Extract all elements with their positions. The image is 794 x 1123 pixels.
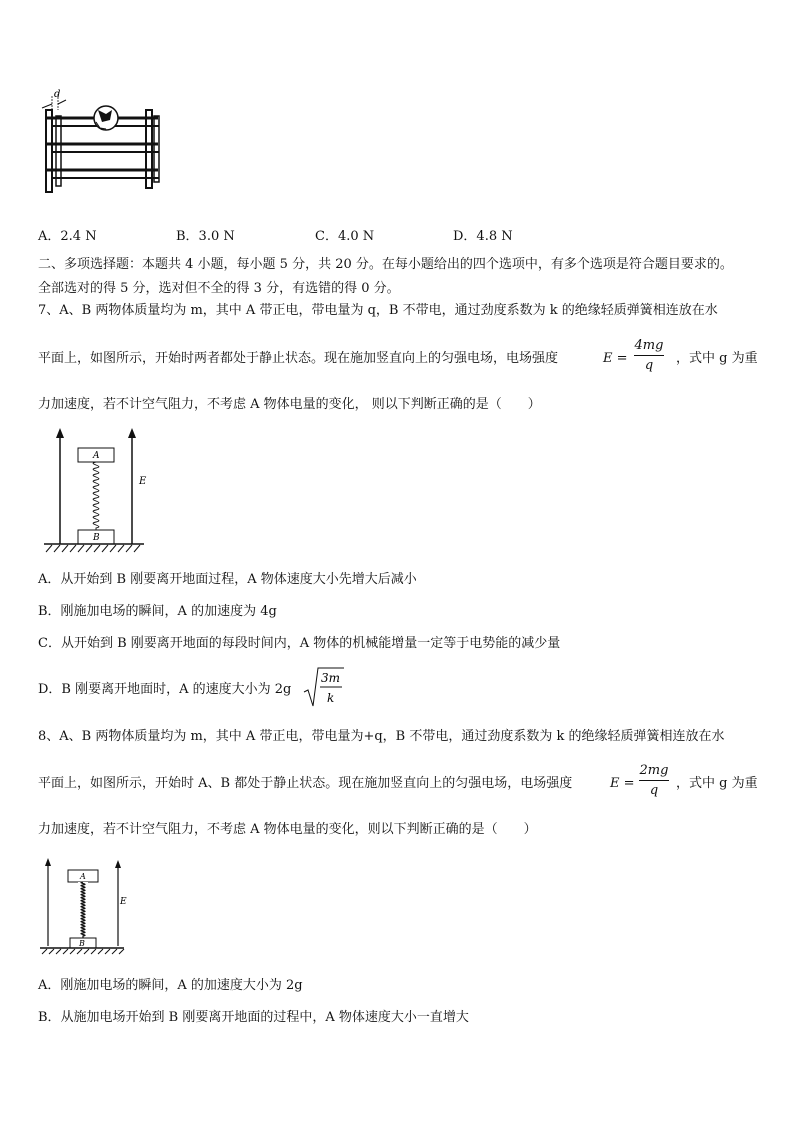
q7-formula-den: q xyxy=(644,358,654,373)
q7-line2-pre: 平面上，如图所示，开始时两者都处于静止状态。现在施加竖直向上的匀强电场，电场强度 xyxy=(38,351,559,366)
q8-line1: 8、A、B 两物体质量均为 m，其中 A 带正电，带电量为+q，B 不带电，通过劲度系数为 k 的绝缘轻质弹簧相连放在水 xyxy=(38,729,725,744)
q8-block-b-label: B xyxy=(79,939,85,948)
q6-option-b[interactable]: B．3.0 N xyxy=(176,229,235,244)
q7-formula-num: 4mg xyxy=(634,338,664,353)
q8-formula-fraction xyxy=(639,763,669,803)
q7-line1: 7、A、B 两物体质量均为 m，其中 A 带正电，带电量为 q，B 不带电，通过劲度系数为 k 的绝缘轻质弹簧相连放在水 xyxy=(38,303,718,318)
q7-formula-fraction xyxy=(634,338,664,378)
q7-block-b-label: B xyxy=(93,533,100,543)
q8-spring-figure xyxy=(40,856,160,956)
q8-line3: 力加速度，若不计空气阻力，不考虑 A 物体电量的变化，则以下判断正确的是（ ） xyxy=(38,822,537,837)
q7-d-den: k xyxy=(327,691,335,705)
q7-spring-figure xyxy=(40,424,160,556)
q8-option-a[interactable]: A．刚施加电场的瞬间，A 的加速度大小为 2g xyxy=(38,978,303,993)
section2-line1: 二、多项选择题：本题共 4 小题，每小题 5 分，共 20 分。在每小题给出的四个选项中，有多个选项是符合题目要求的。 xyxy=(38,257,733,272)
q7-line2-post: ，式中 g 为重 xyxy=(676,351,758,366)
section2-line2: 全部选对的得 5 分，选对但不全的得 3 分，有选错的得 0 分。 xyxy=(38,281,400,296)
q7-formula-lhs: E = xyxy=(603,351,628,366)
q8-block-a-label: A xyxy=(80,872,86,881)
q8-formula-num: 2mg xyxy=(639,763,669,778)
q7-d-num: 3m xyxy=(321,671,341,685)
q6-option-d[interactable]: D．4.8 N xyxy=(453,229,513,244)
q6-option-a[interactable]: A．2.4 N xyxy=(38,229,97,244)
q7-option-d[interactable]: D．B 刚要离开地面时，A 的速度大小为 2g xyxy=(38,682,292,697)
q7-option-c[interactable]: C．从开始到 B 刚要离开地面的每段时间内，A 物体的机械能增量一定等于电势能的减少量 xyxy=(38,636,561,651)
q6-option-c[interactable]: C．4.0 N xyxy=(315,229,375,244)
q7-option-d-sqrt xyxy=(302,666,346,710)
q8-formula-den: q xyxy=(649,783,659,798)
q8-line2-pre: 平面上，如图所示，开始时 A、B 都处于静止状态。现在施加竖直向上的匀强电场，电场强度 xyxy=(38,776,573,791)
q7-line3: 力加速度，若不计空气阻力，不考虑 A 物体电量的变化， 则以下判断正确的是（ ） xyxy=(38,397,541,412)
q8-line2-post: ，式中 g 为重 xyxy=(676,776,758,791)
d-label: d xyxy=(54,89,61,100)
q8-e-label: E xyxy=(120,897,127,907)
q7-block-a-label: A xyxy=(93,451,100,461)
q7-option-a[interactable]: A．从开始到 B 刚要离开地面过程，A 物体速度大小先增大后减小 xyxy=(38,572,417,587)
q8-formula-lhs: E = xyxy=(610,776,635,791)
shelf-ball-figure xyxy=(36,88,166,194)
q7-e-label: E xyxy=(139,476,147,487)
q7-option-b[interactable]: B．刚施加电场的瞬间，A 的加速度为 4g xyxy=(38,604,277,619)
q8-option-b[interactable]: B．从施加电场开始到 B 刚要离开地面的过程中，A 物体速度大小一直增大 xyxy=(38,1010,469,1025)
